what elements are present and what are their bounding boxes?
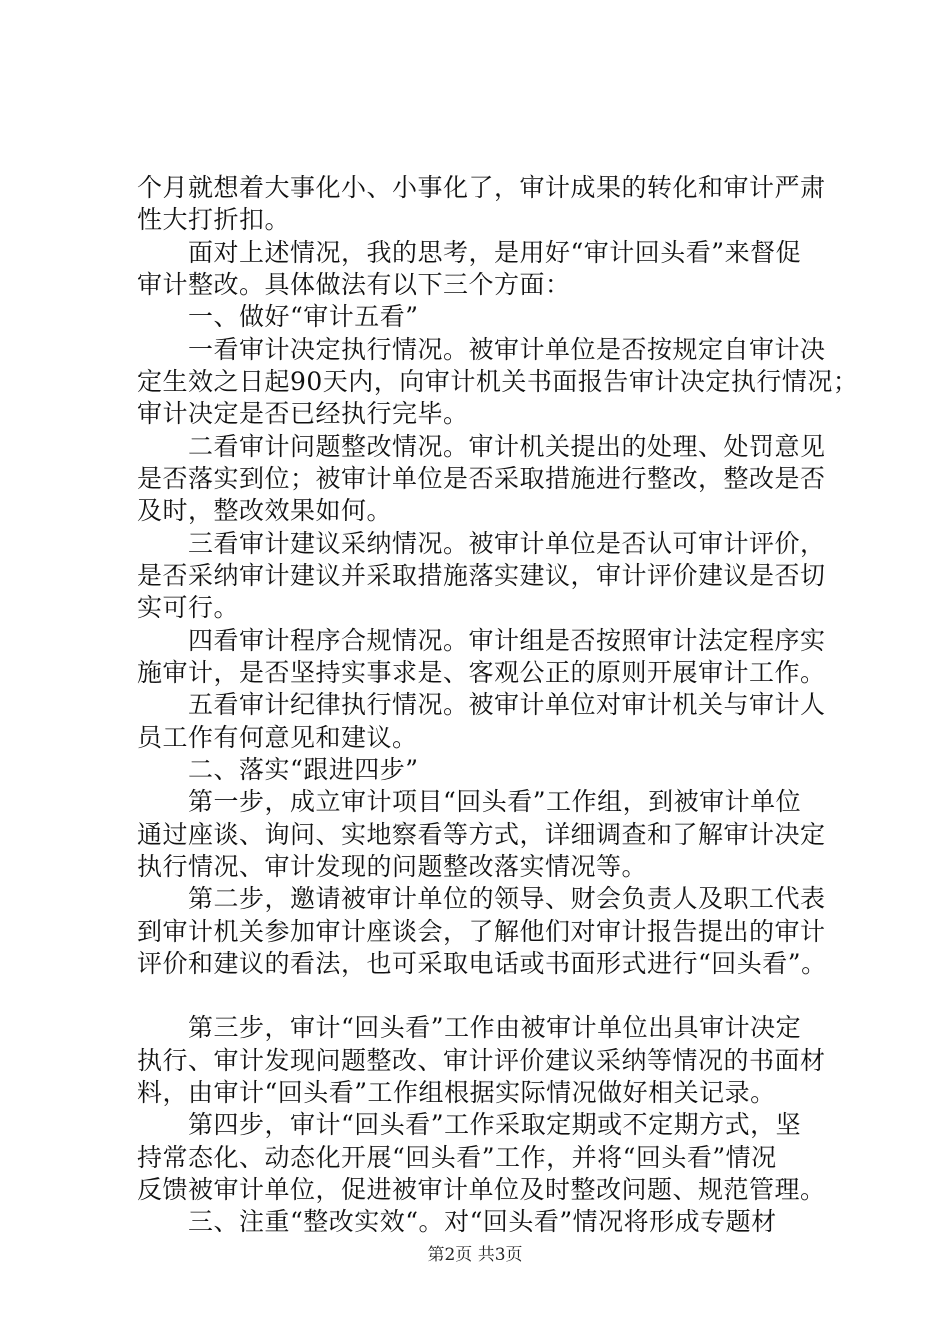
text-line: 实可行。 bbox=[137, 593, 240, 622]
text-line: 二看审计问题整改情况。审计机关提出的处理、处罚意见 bbox=[137, 432, 826, 461]
text-line: 三看审计建议采纳情况。被审计单位是否认可审计评价， bbox=[137, 529, 826, 558]
text-line: 及时，整改效果如何。 bbox=[137, 496, 393, 525]
text-line: 到审计机关参加审计座谈会，了解他们对审计报告提出的审计 bbox=[137, 917, 826, 946]
section-heading: 三、注重“整改实效“。对“回头看”情况将形成专题材 bbox=[137, 1207, 777, 1236]
text-line: 员工作有何意见和建议。 bbox=[137, 723, 418, 752]
text-line: 通过座谈、询问、实地察看等方式，详细调查和了解审计决定 bbox=[137, 820, 826, 849]
text-line: 性大打折扣。 bbox=[137, 205, 291, 234]
text-line: 四看审计程序合规情况。审计组是否按照审计法定程序实 bbox=[137, 626, 826, 655]
page-number-footer: 第2页 共3页 bbox=[427, 1245, 523, 1265]
text-line: 反馈被审计单位，促进被审计单位及时整改问题、规范管理。 bbox=[137, 1175, 826, 1204]
section-heading: 一、做好“审计五看” bbox=[137, 302, 419, 331]
text-line: 面对上述情况，我的思考，是用好“审计回头看”来督促 bbox=[137, 238, 802, 267]
text-line: 评价和建议的看法，也可采取电话或书面形式进行“回头看”。 bbox=[137, 949, 827, 978]
text-line: 审计整改。具体做法有以下三个方面： bbox=[137, 270, 571, 299]
text-line: 一看审计决定执行情况。被审计单位是否按规定自审计决 bbox=[137, 335, 826, 364]
text-line: 审计决定是否已经执行完毕。 bbox=[137, 399, 469, 428]
text-line: 是否采纳审计建议并采取措施落实建议，审计评价建议是否切 bbox=[137, 561, 826, 590]
text-line: 施审计，是否坚持实事求是、客观公正的原则开展审计工作。 bbox=[137, 658, 826, 687]
text-line: 个月就想着大事化小、小事化了，审计成果的转化和审计严肃 bbox=[137, 173, 826, 202]
text-line: 持常态化、动态化开展“回头看”工作，并将“回头看”情况 bbox=[137, 1143, 777, 1172]
text-line: 执行、审计发现问题整改、审计评价建议采纳等情况的书面材 bbox=[137, 1046, 826, 1075]
text-line: 执行情况、审计发现的问题整改落实情况等。 bbox=[137, 852, 648, 881]
text-line: 第三步，审计“回头看”工作由被审计单位出具审计决定 bbox=[137, 1013, 802, 1042]
text-line: 定生效之日起90天内，向审计机关书面报告审计决定执行情况； bbox=[137, 367, 859, 396]
text-line: 第四步，审计“回头看”工作采取定期或不定期方式，坚 bbox=[137, 1110, 802, 1139]
text-line: 五看审计纪律执行情况。被审计单位对审计机关与审计人 bbox=[137, 690, 826, 719]
section-heading: 二、落实“跟进四步” bbox=[137, 755, 419, 784]
text-line: 第一步，成立审计项目“回头看”工作组，到被审计单位 bbox=[137, 787, 802, 816]
text-line: 料，由审计“回头看”工作组根据实际情况做好相关记录。 bbox=[137, 1078, 776, 1107]
text-line: 是否落实到位；被审计单位是否采取措施进行整改，整改是否 bbox=[137, 464, 826, 493]
text-line: 第二步，邀请被审计单位的领导、财会负责人及职工代表 bbox=[137, 884, 826, 913]
